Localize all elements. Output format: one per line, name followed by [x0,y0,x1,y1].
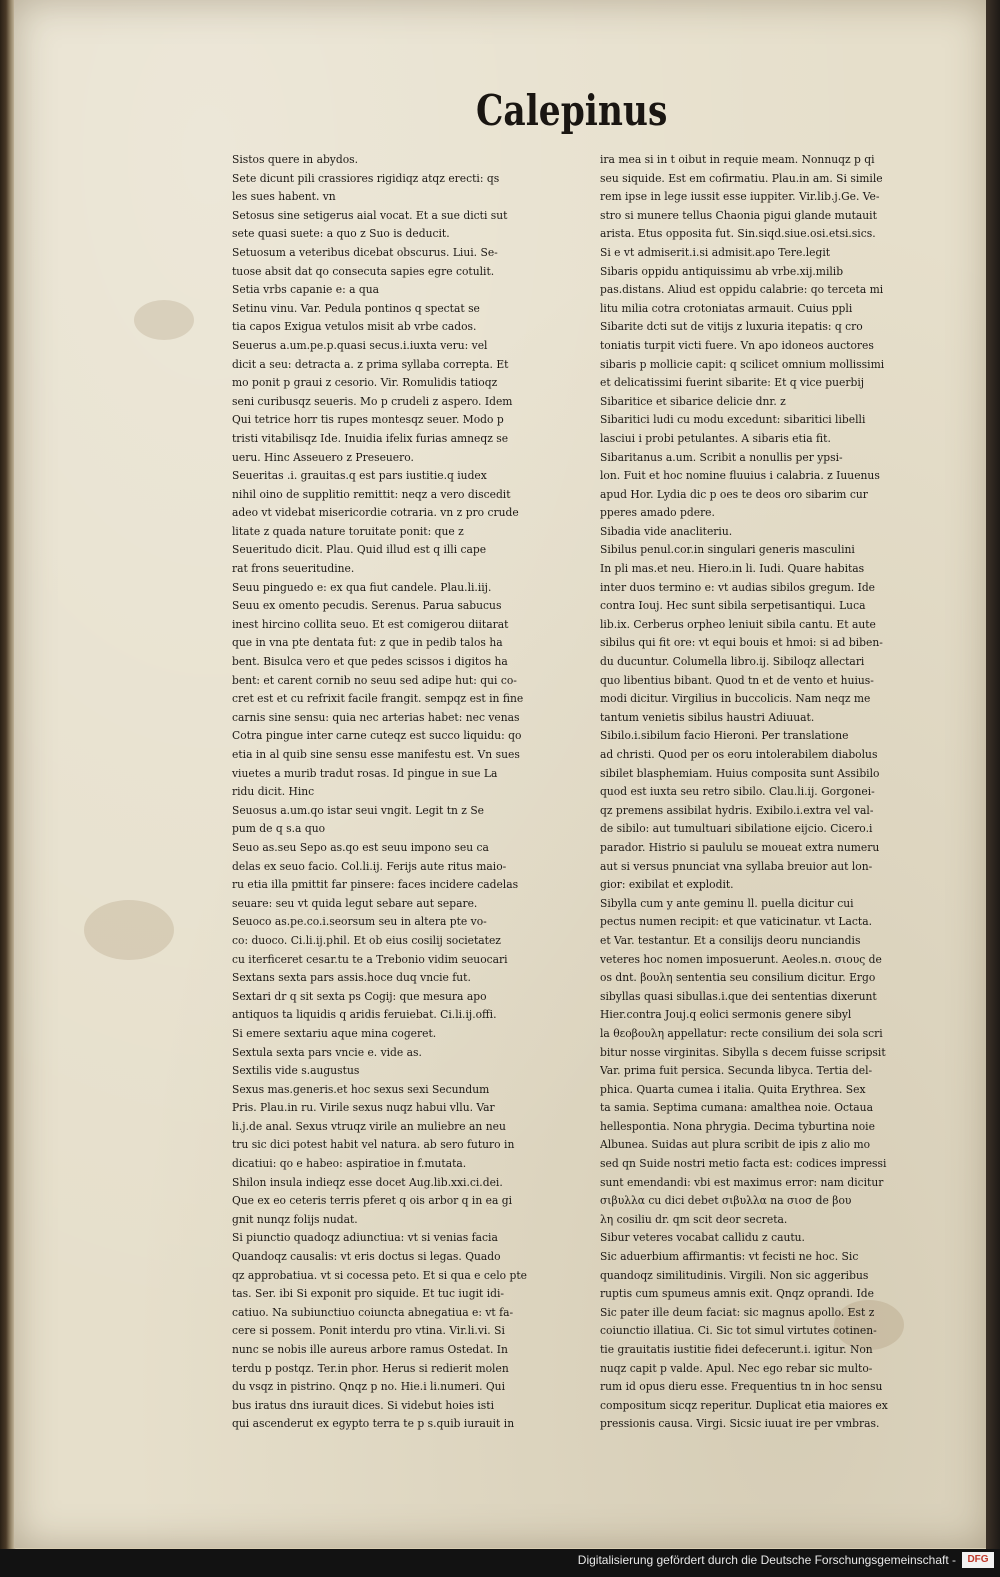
text-column-left [232,150,584,1433]
text-line: sibilet blasphemiam. Huius composita sunt Assibilo [600,765,880,780]
text-line: et delicatissimi fuerint sibarite: Et q vice puerbij [600,375,865,390]
text-line: nuqz capit p valde. Apul. Nec ego rebar sic multo- [600,1360,873,1375]
text-line: Albunea. Suidas aut plura scribit de ipis z alio mo [600,1137,871,1152]
text-line: contra Iouj. Hec sunt sibila serpetisantiqui. Luca [600,598,866,613]
funding-credit: Digitalisierung gefördert durch die Deutsche Forschungsgemeinschaft - [577,1553,956,1567]
text-line: Si emere sextariu aque mina cogeret. [232,1025,437,1040]
text-line: Shilon insula indieqz esse docet Aug.lib.xxi.ci.dei. [232,1174,503,1189]
text-line: Sextula sexta pars vncie e. vide as. [232,1044,422,1059]
text-line: Pris. Plau.in ru. Virile sexus nuqz habui vllu. Var [232,1100,495,1115]
text-line: nunc se nobis ille aureus arbore ramus Ostedat. In [232,1342,508,1356]
text-line: catiuo. Na subiunctiuo coiuncta abnegatiua e: vt fa- [232,1304,514,1319]
text-line: tia capos Exigua vetulos misit ab vrbe cados. [232,319,477,334]
text-line: σιβυλλα cu dici debet σιβυλλα na σιοσ de βου [600,1193,852,1208]
text-line: Sextari dr q sit sexta ps Cogij: que mesura apo [232,988,487,1003]
text-line: Seuo as.seu Sepo as.qo est seuu impono seu ca [232,839,489,854]
text-line: Qui tetrice horr tis rupes montesqz seuer. Modo p [232,412,504,427]
text-line: qui ascenderut ex egypto terra te p s.quib iurauit in [232,1416,515,1431]
text-line: bitur nosse virginitas. Sibylla s decem fuisse scripsit [600,1044,886,1059]
text-line: de sibilo: aut tumultuari sibilatione eijcio. Cicero.i [600,821,873,836]
text-line: Sibur veteres vocabat callidu z cautu. [600,1230,805,1245]
text-line: Sibaris oppidu antiquissimu ab vrbe.xij.milib [600,263,844,278]
text-line: pectus numen recipit: et que vaticinatur. vt Lacta. [600,914,873,929]
text-line: tantum venietis sibilus haustri Adiuuat. [600,709,815,724]
text-line: tristi vitabilisqz Ide. Inuidia ifelix furias amneqz se [232,430,509,445]
text-line: cu iterficeret cesar.tu te a Trebonio vidim seuocari [232,951,508,966]
text-line: cere si possem. Ponit interdu pro vtina. Vir.li.vi. Si [232,1323,505,1338]
text-line: aut si versus pnunciat vna syllaba breuior aut lon- [600,858,873,873]
text-line: parador. Histrio si paululu se moueat extra numeru [600,839,880,854]
text-line: coiunctio illatiua. Ci. Sic tot simul virtutes cotinen- [600,1323,877,1338]
text-line: mo ponit p graui z cesorio. Vir. Romulidis tatioqz [232,375,498,390]
text-line: modi dicitur. Virgilius in buccolicis. Nam neqz me [600,691,871,706]
text-line: Quandoqz causalis: vt eris doctus si legas. Quado [232,1249,501,1264]
text-line: adeo vt videbat misericordie cotraria. vn z pro crude [232,505,519,520]
text-line: Sibaritici ludi cu modu excedunt: sibaritici libelli [600,412,866,427]
text-line: sibaris p mollicie capit: q scilicet omnium mollissimi [600,356,885,371]
text-line: rat frons seueritudine. [232,561,355,576]
text-line: tru sic dici potest habit vel natura. ab sero futuro in [232,1137,515,1152]
text-line: litate z quada nature toruitate ponit: que z [232,523,464,538]
text-line: Sistos quere in abydos. [232,152,359,166]
text-line: sunt emendandi: vbi est maximus error: nam dicitur [600,1174,884,1189]
text-line: Setosus sine setigerus aial vocat. Et a sue dicti sut [232,207,508,222]
text-line: Setinu vinu. Var. Pedula pontinos q spectat se [232,300,480,315]
text-line: seni curibusqz seueris. Mo p crudeli z aspero. Idem [232,393,513,408]
text-line: litu milia cotra crotoniatas armauit. Cuius ppli [600,300,853,315]
text-line: sete quasi suete: a quo z Suo is deducit. [232,226,450,241]
text-line: lib.ix. Cerberus orpheo leniuit sibila cantu. Et aute [600,616,876,631]
book-edge [986,0,1000,1550]
text-line: apud Hor. Lydia dic p oes te deos oro sibarim cur [600,486,868,501]
text-line: quandoqz similitudinis. Virgili. Non sic aggeribus [600,1267,869,1282]
text-line: Seuerus a.um.pe.p.quasi secus.i.iuxta veru: vel [232,337,488,352]
text-line: bus iratus dns iurauit dices. Si videbut hoies isti [232,1397,495,1412]
text-line: ueru. Hinc Asseuero z Preseuero. [232,449,414,464]
text-line: rum id opus dieru esse. Frequentius tn in hoc sensu [600,1379,883,1394]
text-line: lon. Fuit et hoc nomine fluuius i calabria. z Iuuenus [600,468,880,483]
text-line: Sibylla cum y ante geminu ll. puella dicitur cui [600,895,854,910]
text-line: Seuu ex omento pecudis. Serenus. Parua sabucus [232,598,502,613]
text-line: ta samia. Septima cumana: amalthea noie. Octaua [600,1100,873,1115]
text-line: Sibadia vide anacliteriu. [600,523,733,538]
text-line: etia in al quib sine sensu esse manifestu est. Vn sues [232,747,520,761]
text-line: quod est iuxta seu retro sibilo. Clau.li.ij. Gorgonei- [600,784,875,799]
text-line: seuare: seu vt quida legut sebare aut separe. [232,895,478,910]
text-line: du ducuntur. Columella libro.ij. Sibiloqz allectari [600,654,865,669]
text-line: delas ex seuo facio. Col.li.ij. Ferijs aute ritus maio- [232,858,507,873]
text-line: Seuosus a.um.qo istar seui vngit. Legit tn z Se [232,802,485,817]
text-line: dicatiui: qo e habeo: aspiratioe in f.mutata. [232,1156,467,1171]
text-line: os dnt. βουλη sententia seu consilium dicitur. Ergo [600,970,876,985]
text-line: phica. Quarta cumea i italia. Quita Erythrea. Sex [600,1081,866,1096]
text-line: Sibaritanus a.um. Scribit a nonullis per ypsi- [600,449,843,464]
text-line: Sic pater ille deum faciat: sic magnus apollo. Est z [600,1304,875,1319]
text-line: toniatis turpit victi fuere. Vn apo idoneos auctores [600,337,874,352]
text-line: Sextans sexta pars assis.hoce duq vncie fut. [232,970,471,985]
text-line: sibilus qui fit ore: vt equi bouis et hmoi: si ad biben- [600,635,883,650]
text-line: antiquos ta liquidis q aridis feruiebat. Ci.li.ij.offi. [232,1007,497,1022]
dfg-logo [962,1552,994,1568]
text-line: λη cosiliu dr. qm scit deor secreta. [600,1211,788,1226]
text-line: Sextilis vide s.augustus [232,1063,360,1078]
text-line: Seueritas .i. grauitas.q est pars iustitie.q iudex [232,468,487,483]
text-line: Var. prima fuit persica. Secunda libyca. Tertia del- [600,1063,873,1078]
text-line: Sic aduerbium affirmantis: vt fecisti ne hoc. Sic [600,1249,859,1264]
text-line: Setia vrbs capanie e: a qua [232,282,380,297]
text-line: Seueritudo dicit. Plau. Quid illud est q illi cape [232,542,487,557]
text-line: pum de q s.a quo [232,821,326,836]
text-line: ruptis cum spumeus amnis exit. Qnqz oprandi. Ide [600,1286,874,1301]
text-line: ridu dicit. Hinc [232,784,315,799]
running-title: Calepinus [476,86,668,135]
text-line: inter duos termino e: vt audias sibilos gregum. Ide [600,579,876,594]
text-line: ira mea si in t oibut in requie meam. Nonnuqz p qi [600,152,875,166]
text-line: bent. Bisulca vero et que pedes scissos i digitos ha [232,654,508,669]
text-line: carnis sine sensu: quia nec arterias habet: nec venas [232,709,520,724]
text-line: Sibilo.i.sibilum facio Hieroni. Per translatione [600,728,849,743]
text-line: Si piunctio quadoqz adiunctiua: vt si venias facia [232,1230,498,1245]
text-line: Que ex eo ceteris terris pferet q ois arbor q in ea gi [232,1193,513,1208]
text-line: pperes amado pdere. [600,505,715,520]
text-line: co: duoco. Ci.li.ij.phil. Et ob eius cosilij societatez [232,932,501,947]
text-line: bent: et carent cornib no seuu sed adipe hut: qui co- [232,672,517,687]
text-line: ad christi. Quod per os eoru intolerabilem diabolus [600,747,878,761]
text-column-right [600,150,952,1433]
text-line: Seuu pinguedo e: ex qua fiut candele. Plau.li.iij. [232,579,492,594]
text-line: gior: exibilat et explodit. [600,877,734,892]
text-line: les sues habent. vn [232,189,336,204]
text-line: seu siquide. Est em cofirmatiu. Plau.in am. Si simile [600,170,883,185]
text-line: cret est et cu refrixit facile frangit. sempqz est in fine [232,691,524,706]
text-line: Sibilus penul.cor.in singulari generis masculini [600,542,855,557]
text-line: Cotra pingue inter carne cuteqz est succo liquidu: qo [232,728,522,743]
paper-stain [134,300,194,340]
text-line: compositum sicqz reperitur. Duplicat etia maiores ex [600,1397,888,1412]
text-line: dicit a seu: detracta a. z prima syllaba correpta. Et [232,356,509,371]
text-line: sibyllas quasi sibullas.i.que dei sententias dixerunt [600,988,877,1003]
text-line: Si e vt admiserit.i.si admisit.apo Tere.legit [600,244,831,259]
text-line: qz approbatiua. vt si cocessa peto. Et si qua e celo pte [232,1267,528,1282]
text-line: Sete dicunt pili crassiores rigidiqz atqz erecti: qs [232,170,500,185]
paper-stain [84,900,174,960]
text-line: ru etia illa pmittit far pinsere: faces incidere cadelas [232,877,519,892]
text-line: du vsqz in pistrino. Qnqz p no. Hie.i li.numeri. Qui [232,1379,506,1394]
text-line: stro si munere tellus Chaonia pigui glande mutauit [600,207,877,222]
text-line: In pli mas.et neu. Hiero.in li. Iudi. Quare habitas [600,561,865,576]
text-line: pas.distans. Aliud est oppidu calabrie: qo terceta mi [600,282,884,297]
text-line: Hier.contra Jouj.q eolici sermonis genere sibyl [600,1007,852,1022]
text-line: inest hircino collita seuo. Et est comigerou diitarat [232,616,509,631]
text-line: la θεοβουλη appellatur: recte consilium dei sola scri [600,1025,883,1040]
text-line: quo libentius bibant. Quod tn et de vento et huius- [600,672,874,687]
text-line: terdu p postqz. Ter.in phor. Herus si redierit molen [232,1360,509,1375]
text-line: lasciui i probi petulantes. A sibaris etia fit. [600,430,831,445]
text-line: li.j.de anal. Sexus vtruqz virile an muliebre an neu [232,1118,506,1133]
text-line: tie grauitatis iustitie fidei defecerunt.i. igitur. Non [600,1342,873,1356]
text-line: que in vna pte dentata fut: z que in pedib talos ha [232,635,503,650]
text-line: rem ipse in lege iussit esse iuppiter. Vir.lib.j.Ge. Ve- [600,189,880,204]
text-line: sed qn Suide nostri metio facta est: codices impressi [600,1156,887,1171]
text-line: Sexus mas.generis.et hoc sexus sexi Secundum [232,1081,490,1096]
text-line: Setuosum a veteribus dicebat obscurus. Liui. Se- [232,244,498,259]
text-line: Sibarite dcti sut de vitijs z luxuria itepatis: q cro [600,319,863,334]
dfg-logo-text: DFG [967,1554,989,1565]
text-line: nihil oino de supplitio remittit: neqz a vero discedit [232,486,511,501]
text-line: Sibaritice et sibarice delicie dnr. z [600,393,786,408]
text-line: tas. Ser. ibi Si exponit pro siquide. Et tuc iugit idi- [232,1286,505,1301]
text-line: veteres hoc nomen imposuerunt. Aeoles.n. σιους de [600,951,882,966]
text-line: Seuoco as.pe.co.i.seorsum seu in altera pte vo- [232,914,487,929]
text-line: tuose absit dat qo consecuta sapies egre cotulit. [232,263,495,278]
text-line: et Var. testantur. Et a consilijs deoru nunciandis [600,932,861,947]
text-line: arista. Etus opposita fut. Sin.siqd.siue.osi.etsi.sics. [600,226,876,241]
text-line: qz premens assibilat hydris. Exibilo.i.extra vel val- [600,802,874,817]
text-line: hellespontia. Nona phrygia. Decima tyburtina noie [600,1118,875,1133]
text-line: pressionis causa. Virgi. Sicsic iuuat ire per vmbras. [600,1416,880,1431]
text-line: viuetes a murib tradut rosas. Id pingue in sue La [232,765,498,780]
text-line: gnit nunqz folijs nudat. [232,1211,358,1226]
